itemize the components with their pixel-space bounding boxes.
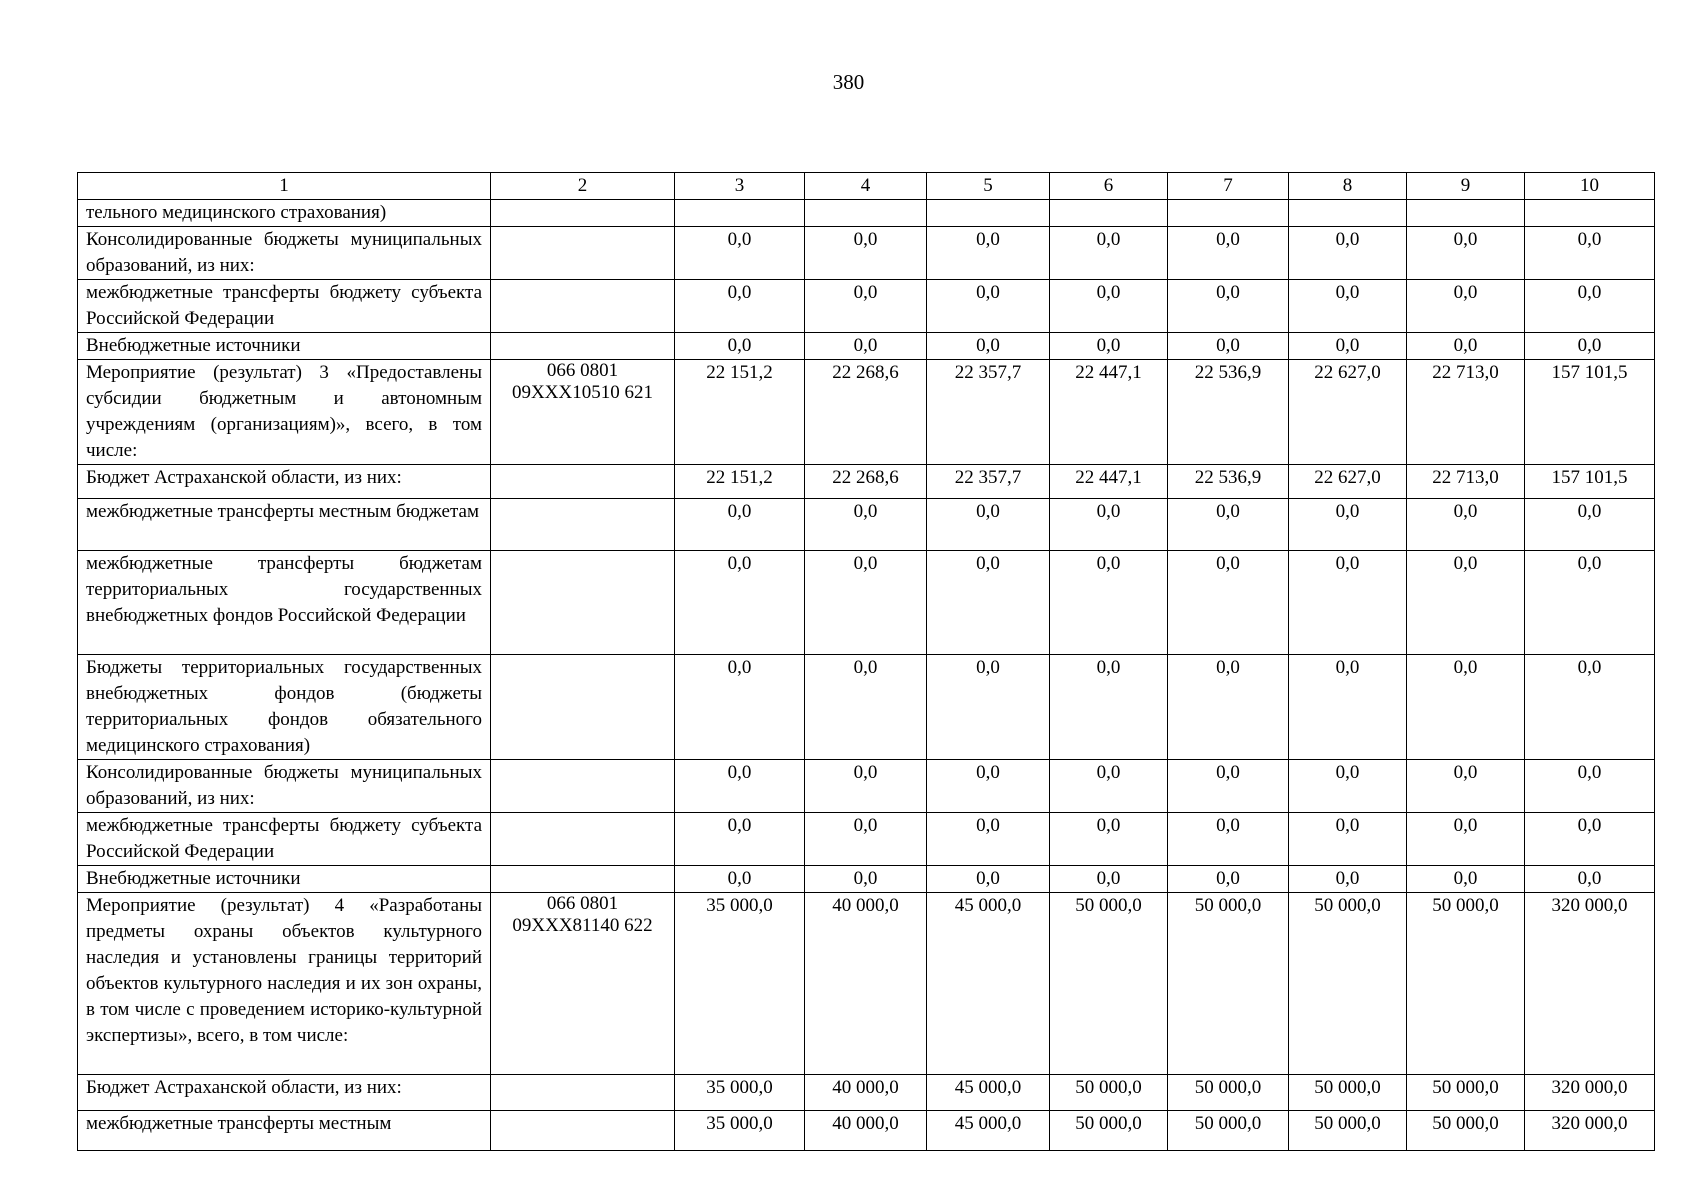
header-row	[78, 173, 1655, 200]
table-row	[78, 893, 1655, 1075]
row-description: тельного медицинского страхования)	[78, 200, 491, 227]
value-cell: 0,0	[1407, 333, 1525, 360]
value-cell: 0,0	[1050, 280, 1168, 333]
value-cell: 0,0	[805, 499, 927, 551]
value-cell: 0,0	[927, 813, 1050, 866]
value-cell: 50 000,0	[1050, 1111, 1168, 1151]
value-cell: 22 447,1	[1050, 360, 1168, 465]
value-cell: 22 268,6	[805, 465, 927, 499]
value-cell: 0,0	[1168, 551, 1289, 655]
value-cell: 0,0	[1289, 333, 1407, 360]
budget-code	[491, 227, 675, 280]
table-row	[78, 280, 1655, 333]
header-cell: 6	[1050, 173, 1168, 200]
value-cell: 40 000,0	[805, 893, 927, 1075]
value-cell: 0,0	[927, 655, 1050, 760]
value-cell: 0,0	[1289, 499, 1407, 551]
value-cell: 50 000,0	[1289, 893, 1407, 1075]
table-row	[78, 866, 1655, 893]
row-description: Бюджеты территориальных государственных внебюджетных фондов (бюджеты территориальных фондов обязательного медицинского страхования)	[78, 655, 491, 760]
budget-code	[491, 499, 675, 551]
value-cell: 50 000,0	[1168, 1111, 1289, 1151]
row-description: Внебюджетные источники	[78, 333, 491, 360]
value-cell: 0,0	[675, 280, 805, 333]
value-cell: 0,0	[1168, 866, 1289, 893]
row-description: межбюджетные трансферты бюджету субъекта Российской Федерации	[78, 280, 491, 333]
value-cell: 0,0	[1168, 333, 1289, 360]
value-cell	[675, 200, 805, 227]
budget-code	[491, 1111, 675, 1151]
table-row	[78, 227, 1655, 280]
value-cell: 0,0	[1525, 760, 1655, 813]
value-cell: 22 536,9	[1168, 465, 1289, 499]
row-description: межбюджетные трансферты местным бюджетам	[78, 499, 491, 551]
header-cell: 1	[78, 173, 491, 200]
table-row	[78, 200, 1655, 227]
budget-code	[491, 200, 675, 227]
value-cell: 0,0	[1525, 866, 1655, 893]
value-cell: 0,0	[927, 760, 1050, 813]
budget-code	[491, 465, 675, 499]
budget-code: 066 0801 09ХХХ81140 622	[491, 893, 675, 1075]
value-cell: 50 000,0	[1289, 1111, 1407, 1151]
value-cell: 0,0	[1050, 655, 1168, 760]
value-cell	[1168, 200, 1289, 227]
value-cell: 35 000,0	[675, 1075, 805, 1111]
value-cell: 0,0	[927, 333, 1050, 360]
value-cell: 22 627,0	[1289, 360, 1407, 465]
value-cell: 0,0	[1525, 227, 1655, 280]
row-description: Мероприятие (результат) 3 «Предоставлены субсидии бюджетным и автономным учреждениям (организациям)», всего, в том числе:	[78, 360, 491, 465]
row-description: Внебюджетные источники	[78, 866, 491, 893]
table-row	[78, 333, 1655, 360]
table-row	[78, 499, 1655, 551]
value-cell: 0,0	[927, 227, 1050, 280]
budget-code	[491, 280, 675, 333]
header-cell: 7	[1168, 173, 1289, 200]
value-cell: 0,0	[1289, 760, 1407, 813]
value-cell: 0,0	[675, 813, 805, 866]
value-cell: 22 713,0	[1407, 360, 1525, 465]
header-cell: 3	[675, 173, 805, 200]
value-cell: 0,0	[1289, 280, 1407, 333]
value-cell: 0,0	[1050, 227, 1168, 280]
value-cell: 22 151,2	[675, 465, 805, 499]
value-cell: 0,0	[1407, 655, 1525, 760]
budget-code	[491, 813, 675, 866]
value-cell: 22 536,9	[1168, 360, 1289, 465]
value-cell: 0,0	[1407, 280, 1525, 333]
value-cell: 0,0	[1525, 655, 1655, 760]
row-description: межбюджетные трансферты бюджету субъекта Российской Федерации	[78, 813, 491, 866]
row-description: Бюджет Астраханской области, из них:	[78, 465, 491, 499]
value-cell: 0,0	[927, 866, 1050, 893]
table-row	[78, 360, 1655, 465]
value-cell: 50 000,0	[1168, 893, 1289, 1075]
value-cell: 0,0	[1289, 551, 1407, 655]
value-cell: 157 101,5	[1525, 465, 1655, 499]
value-cell: 45 000,0	[927, 1075, 1050, 1111]
value-cell: 22 357,7	[927, 360, 1050, 465]
value-cell: 22 357,7	[927, 465, 1050, 499]
header-cell: 4	[805, 173, 927, 200]
header-cell: 8	[1289, 173, 1407, 200]
header-cell: 9	[1407, 173, 1525, 200]
value-cell	[1407, 200, 1525, 227]
budget-code	[491, 655, 675, 760]
value-cell: 0,0	[1050, 760, 1168, 813]
value-cell: 40 000,0	[805, 1075, 927, 1111]
value-cell: 50 000,0	[1289, 1075, 1407, 1111]
value-cell: 0,0	[1525, 499, 1655, 551]
value-cell: 40 000,0	[805, 1111, 927, 1151]
table-row	[78, 760, 1655, 813]
budget-code	[491, 866, 675, 893]
value-cell: 22 151,2	[675, 360, 805, 465]
value-cell: 320 000,0	[1525, 1111, 1655, 1151]
value-cell: 0,0	[805, 551, 927, 655]
value-cell: 0,0	[1525, 280, 1655, 333]
value-cell: 0,0	[1407, 760, 1525, 813]
value-cell	[927, 200, 1050, 227]
row-description: межбюджетные трансферты местным	[78, 1111, 491, 1151]
value-cell: 0,0	[675, 866, 805, 893]
value-cell: 0,0	[805, 227, 927, 280]
table-row	[78, 465, 1655, 499]
value-cell: 0,0	[1525, 813, 1655, 866]
value-cell: 0,0	[1289, 655, 1407, 760]
budget-code	[491, 333, 675, 360]
row-description: Мероприятие (результат) 4 «Разработаны предметы охраны объектов культурного наследия и установлены границы территорий объектов культурного наследия и их зон охраны, в том числе с проведением историко-культурной экспертизы», всего, в том числе:	[78, 893, 491, 1075]
value-cell: 0,0	[927, 280, 1050, 333]
budget-table	[77, 172, 1655, 1151]
value-cell: 0,0	[1407, 227, 1525, 280]
table-body	[78, 200, 1655, 1151]
value-cell: 0,0	[805, 655, 927, 760]
value-cell: 320 000,0	[1525, 1075, 1655, 1111]
value-cell: 157 101,5	[1525, 360, 1655, 465]
table-row	[78, 813, 1655, 866]
budget-code	[491, 760, 675, 813]
budget-code: 066 0801 09ХХХ10510 621	[491, 360, 675, 465]
value-cell: 0,0	[805, 813, 927, 866]
value-cell	[1050, 200, 1168, 227]
value-cell: 22 268,6	[805, 360, 927, 465]
value-cell: 50 000,0	[1407, 893, 1525, 1075]
value-cell: 0,0	[1168, 813, 1289, 866]
row-description: Консолидированные бюджеты муниципальных образований, из них:	[78, 760, 491, 813]
value-cell: 0,0	[675, 333, 805, 360]
value-cell	[1289, 200, 1407, 227]
value-cell: 0,0	[805, 333, 927, 360]
value-cell: 0,0	[1168, 655, 1289, 760]
value-cell	[805, 200, 927, 227]
value-cell: 0,0	[1407, 499, 1525, 551]
header-cell: 5	[927, 173, 1050, 200]
value-cell: 0,0	[1407, 551, 1525, 655]
table-row	[78, 551, 1655, 655]
value-cell: 22 627,0	[1289, 465, 1407, 499]
value-cell: 0,0	[1289, 227, 1407, 280]
value-cell: 0,0	[1168, 760, 1289, 813]
value-cell: 0,0	[805, 760, 927, 813]
value-cell: 0,0	[1050, 333, 1168, 360]
value-cell: 0,0	[805, 866, 927, 893]
value-cell: 0,0	[675, 655, 805, 760]
value-cell: 0,0	[1407, 866, 1525, 893]
value-cell: 0,0	[675, 227, 805, 280]
value-cell: 0,0	[1525, 333, 1655, 360]
table-row	[78, 1111, 1655, 1151]
value-cell: 0,0	[927, 499, 1050, 551]
value-cell: 0,0	[927, 551, 1050, 655]
value-cell: 0,0	[1289, 866, 1407, 893]
value-cell: 0,0	[1525, 551, 1655, 655]
value-cell: 0,0	[1050, 551, 1168, 655]
value-cell: 50 000,0	[1168, 1075, 1289, 1111]
value-cell: 0,0	[675, 499, 805, 551]
header-cell: 10	[1525, 173, 1655, 200]
value-cell: 0,0	[1168, 499, 1289, 551]
value-cell: 0,0	[1407, 813, 1525, 866]
value-cell: 35 000,0	[675, 893, 805, 1075]
value-cell	[1525, 200, 1655, 227]
value-cell: 0,0	[805, 280, 927, 333]
value-cell: 45 000,0	[927, 1111, 1050, 1151]
table-row	[78, 1075, 1655, 1111]
value-cell: 0,0	[1050, 813, 1168, 866]
table-header	[78, 173, 1655, 200]
row-description: Бюджет Астраханской области, из них:	[78, 1075, 491, 1111]
value-cell: 0,0	[1289, 813, 1407, 866]
budget-code	[491, 1075, 675, 1111]
value-cell: 0,0	[1050, 866, 1168, 893]
value-cell: 35 000,0	[675, 1111, 805, 1151]
value-cell: 0,0	[675, 760, 805, 813]
value-cell: 320 000,0	[1525, 893, 1655, 1075]
value-cell: 45 000,0	[927, 893, 1050, 1075]
value-cell: 50 000,0	[1050, 893, 1168, 1075]
row-description: Консолидированные бюджеты муниципальных образований, из них:	[78, 227, 491, 280]
budget-code	[491, 551, 675, 655]
value-cell: 50 000,0	[1407, 1111, 1525, 1151]
value-cell: 22 713,0	[1407, 465, 1525, 499]
row-description: межбюджетные трансферты бюджетам территориальных государственных внебюджетных фондов Российской Федерации	[78, 551, 491, 655]
value-cell: 22 447,1	[1050, 465, 1168, 499]
value-cell: 0,0	[1168, 280, 1289, 333]
value-cell: 50 000,0	[1407, 1075, 1525, 1111]
value-cell: 0,0	[1168, 227, 1289, 280]
page-number: 380	[832, 70, 865, 94]
table-row	[78, 655, 1655, 760]
value-cell: 0,0	[675, 551, 805, 655]
header-cell: 2	[491, 173, 675, 200]
value-cell: 50 000,0	[1050, 1075, 1168, 1111]
value-cell: 0,0	[1050, 499, 1168, 551]
